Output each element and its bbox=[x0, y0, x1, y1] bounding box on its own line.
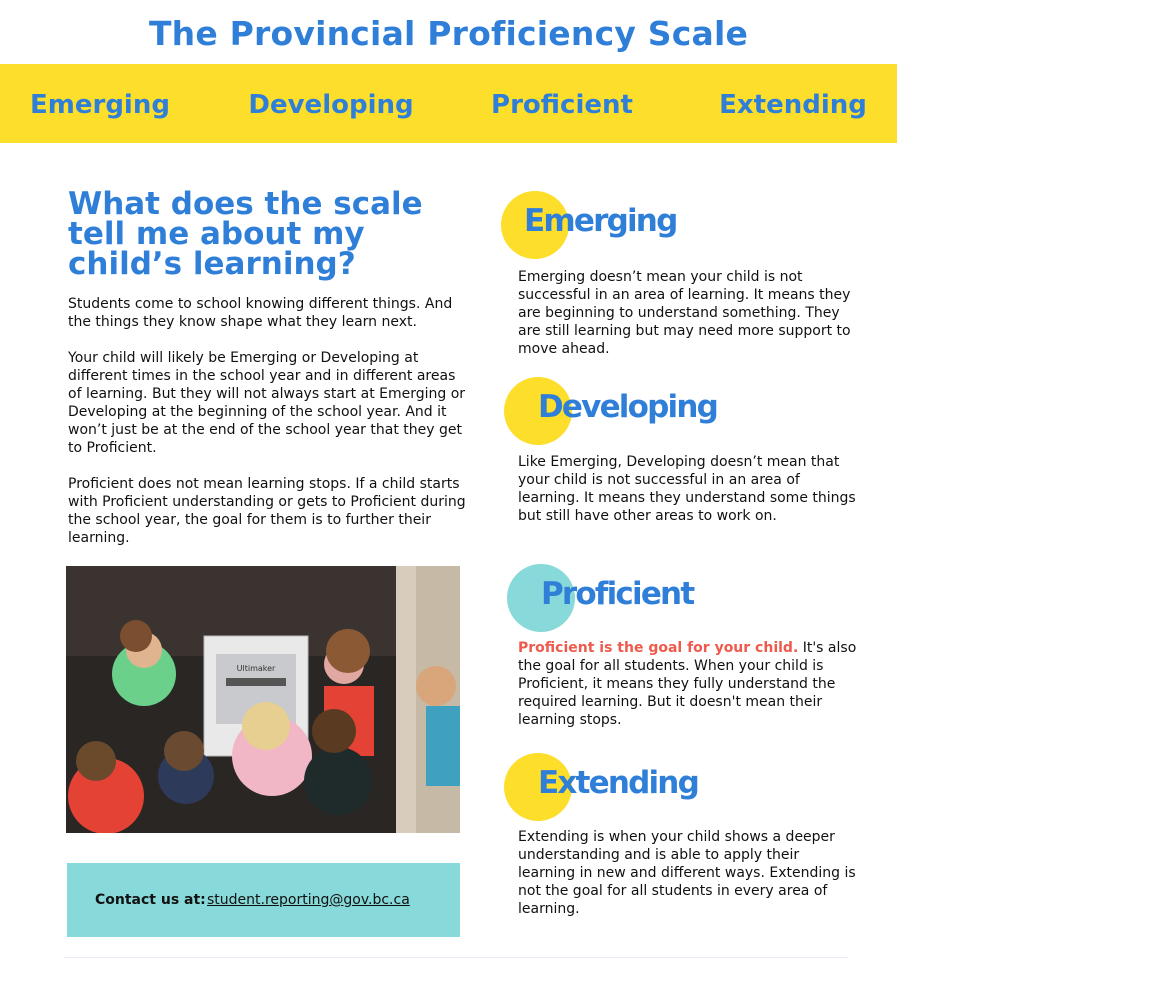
stage-title-emerging: Emerging bbox=[524, 203, 677, 239]
band-label-developing: Developing bbox=[248, 90, 414, 120]
stage-text-developing: Like Emerging, Developing doesn’t mean that your child is not successful in an area of learning. It means they understand some things but still have other areas to work on. bbox=[518, 454, 856, 524]
classroom-photo bbox=[66, 566, 460, 833]
section-heading: What does the scale tell me about my child’s learning? bbox=[68, 186, 423, 282]
intro-paragraph-1: Students come to school knowing different things. And the things they know shape what they learn next. bbox=[68, 296, 453, 330]
page-title: The Provincial Proficiency Scale bbox=[148, 14, 749, 53]
bottom-divider bbox=[64, 957, 848, 958]
contact-box bbox=[67, 863, 460, 937]
band-label-proficient: Proficient bbox=[491, 90, 633, 120]
contact-email-link[interactable]: student.reporting@gov.bc.ca bbox=[207, 892, 410, 908]
proficient-goal-highlight: Proficient is the goal for your child. bbox=[518, 640, 799, 656]
intro-paragraph-2: Your child will likely be Emerging or Developing at different times in the school year and in different areas of learning. But they will not always start at Emerging or Developing at the beginning of the school year. And it won’t just be at the end of the school year that they get to Proficient. bbox=[68, 350, 466, 456]
stage-title-proficient: Proficient bbox=[541, 576, 694, 612]
band-label-emerging: Emerging bbox=[30, 90, 170, 120]
stage-text-emerging: Emerging doesn’t mean your child is not successful in an area of learning. It means they are beginning to understand something. They are still learning but may need more support to move ahead. bbox=[518, 269, 851, 357]
proficient-description: It's also the goal for all students. When your child is Proficient, it means they fully understand the required learning. But it doesn't mean their learning stops. bbox=[518, 640, 857, 728]
stage-title-developing: Developing bbox=[538, 389, 717, 425]
printer-label: Ultimaker bbox=[236, 664, 276, 673]
stage-text-proficient bbox=[518, 639, 858, 729]
scale-band bbox=[0, 64, 897, 143]
intro-paragraph-3: Proficient does not mean learning stops. If a child starts with Proficient understanding or gets to Proficient during the school year, the goal for them is to further their learning. bbox=[68, 476, 466, 546]
contact-label: Contact us at: bbox=[95, 892, 206, 908]
band-label-extending: Extending bbox=[719, 90, 867, 120]
stage-title-extending: Extending bbox=[538, 765, 698, 801]
stage-text-extending: Extending is when your child shows a deeper understanding and is able to apply their learning in new and different ways. Extending is not the goal for all students in every area of learning. bbox=[518, 829, 856, 917]
